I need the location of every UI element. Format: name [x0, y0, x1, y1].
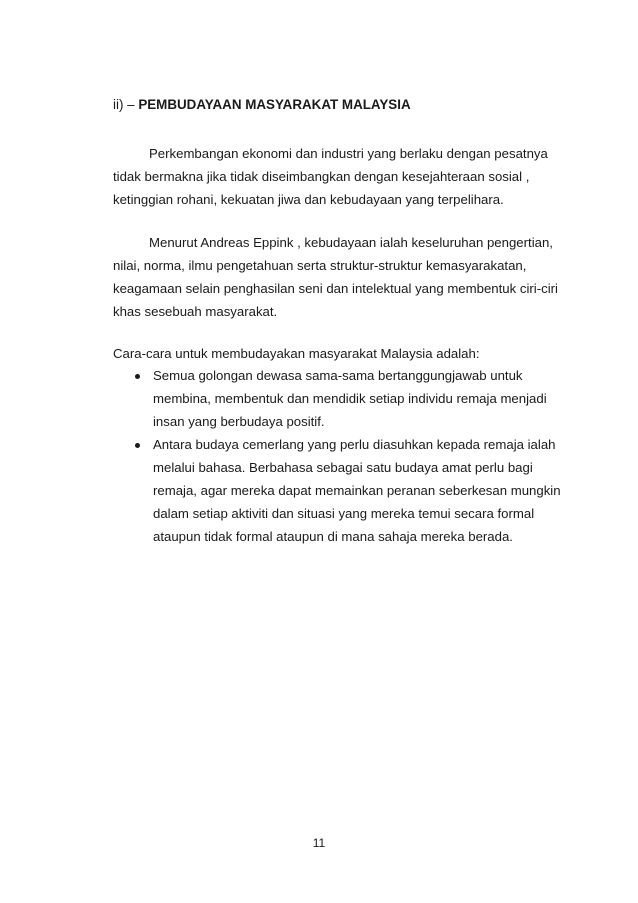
paragraph-line: Cara-cara untuk membudayakan masyarakat Malaysia adalah: [113, 346, 480, 361]
paragraph-line: ketinggian rohani, kekuatan jiwa dan kebudayaan yang terpelihara. [113, 192, 504, 207]
list-item-line: insan yang berbudaya positif. [153, 414, 325, 429]
bullet-icon [135, 374, 140, 379]
list-item [113, 364, 573, 433]
paragraph-line: keagamaan selain penghasilan seni dan intelektual yang membentuk ciri-ciri [113, 281, 558, 296]
section-title: PEMBUDAYAAN MASYARAKAT MALAYSIA [138, 97, 411, 112]
section-number: ii) – [113, 97, 139, 112]
paragraph-development [113, 142, 563, 211]
list-item-line: ataupun tidak formal ataupun di mana sahaja mereka berada. [153, 529, 513, 544]
list-item-line: remaja, agar mereka dapat memainkan peranan seberkesan mungkin [153, 483, 561, 498]
paragraph-line: khas sesebuah masyarakat. [113, 304, 278, 319]
list-item-line: Semua golongan dewasa sama-sama bertanggungjawab untuk [153, 368, 523, 383]
bullet-icon [135, 443, 140, 448]
paragraph-intro-list [113, 342, 563, 365]
page-number: 11 [312, 836, 326, 850]
section-heading [113, 97, 411, 112]
list-item-line: dalam setiap aktiviti dan situasi yang mereka temui secara formal [153, 506, 535, 521]
paragraph-line: nilai, norma, ilmu pengetahuan serta struktur-struktur kemasyarakatan, [113, 258, 527, 273]
paragraph-line: Perkembangan ekonomi dan industri yang berlaku dengan pesatnya [149, 146, 548, 161]
paragraph-definition [113, 231, 563, 323]
list-item [113, 433, 573, 548]
bullet-list [113, 364, 573, 548]
list-item-line: membina, membentuk dan mendidik setiap individu remaja menjadi [153, 391, 547, 406]
list-item-line: Antara budaya cemerlang yang perlu diasuhkan kepada remaja ialah [153, 437, 556, 452]
list-item-line: melalui bahasa. Berbahasa sebagai satu budaya amat perlu bagi [153, 460, 533, 475]
paragraph-line: tidak bermakna jika tidak diseimbangkan dengan kesejahteraan sosial , [113, 169, 530, 184]
paragraph-line: Menurut Andreas Eppink , kebudayaan ialah keseluruhan pengertian, [149, 235, 553, 250]
